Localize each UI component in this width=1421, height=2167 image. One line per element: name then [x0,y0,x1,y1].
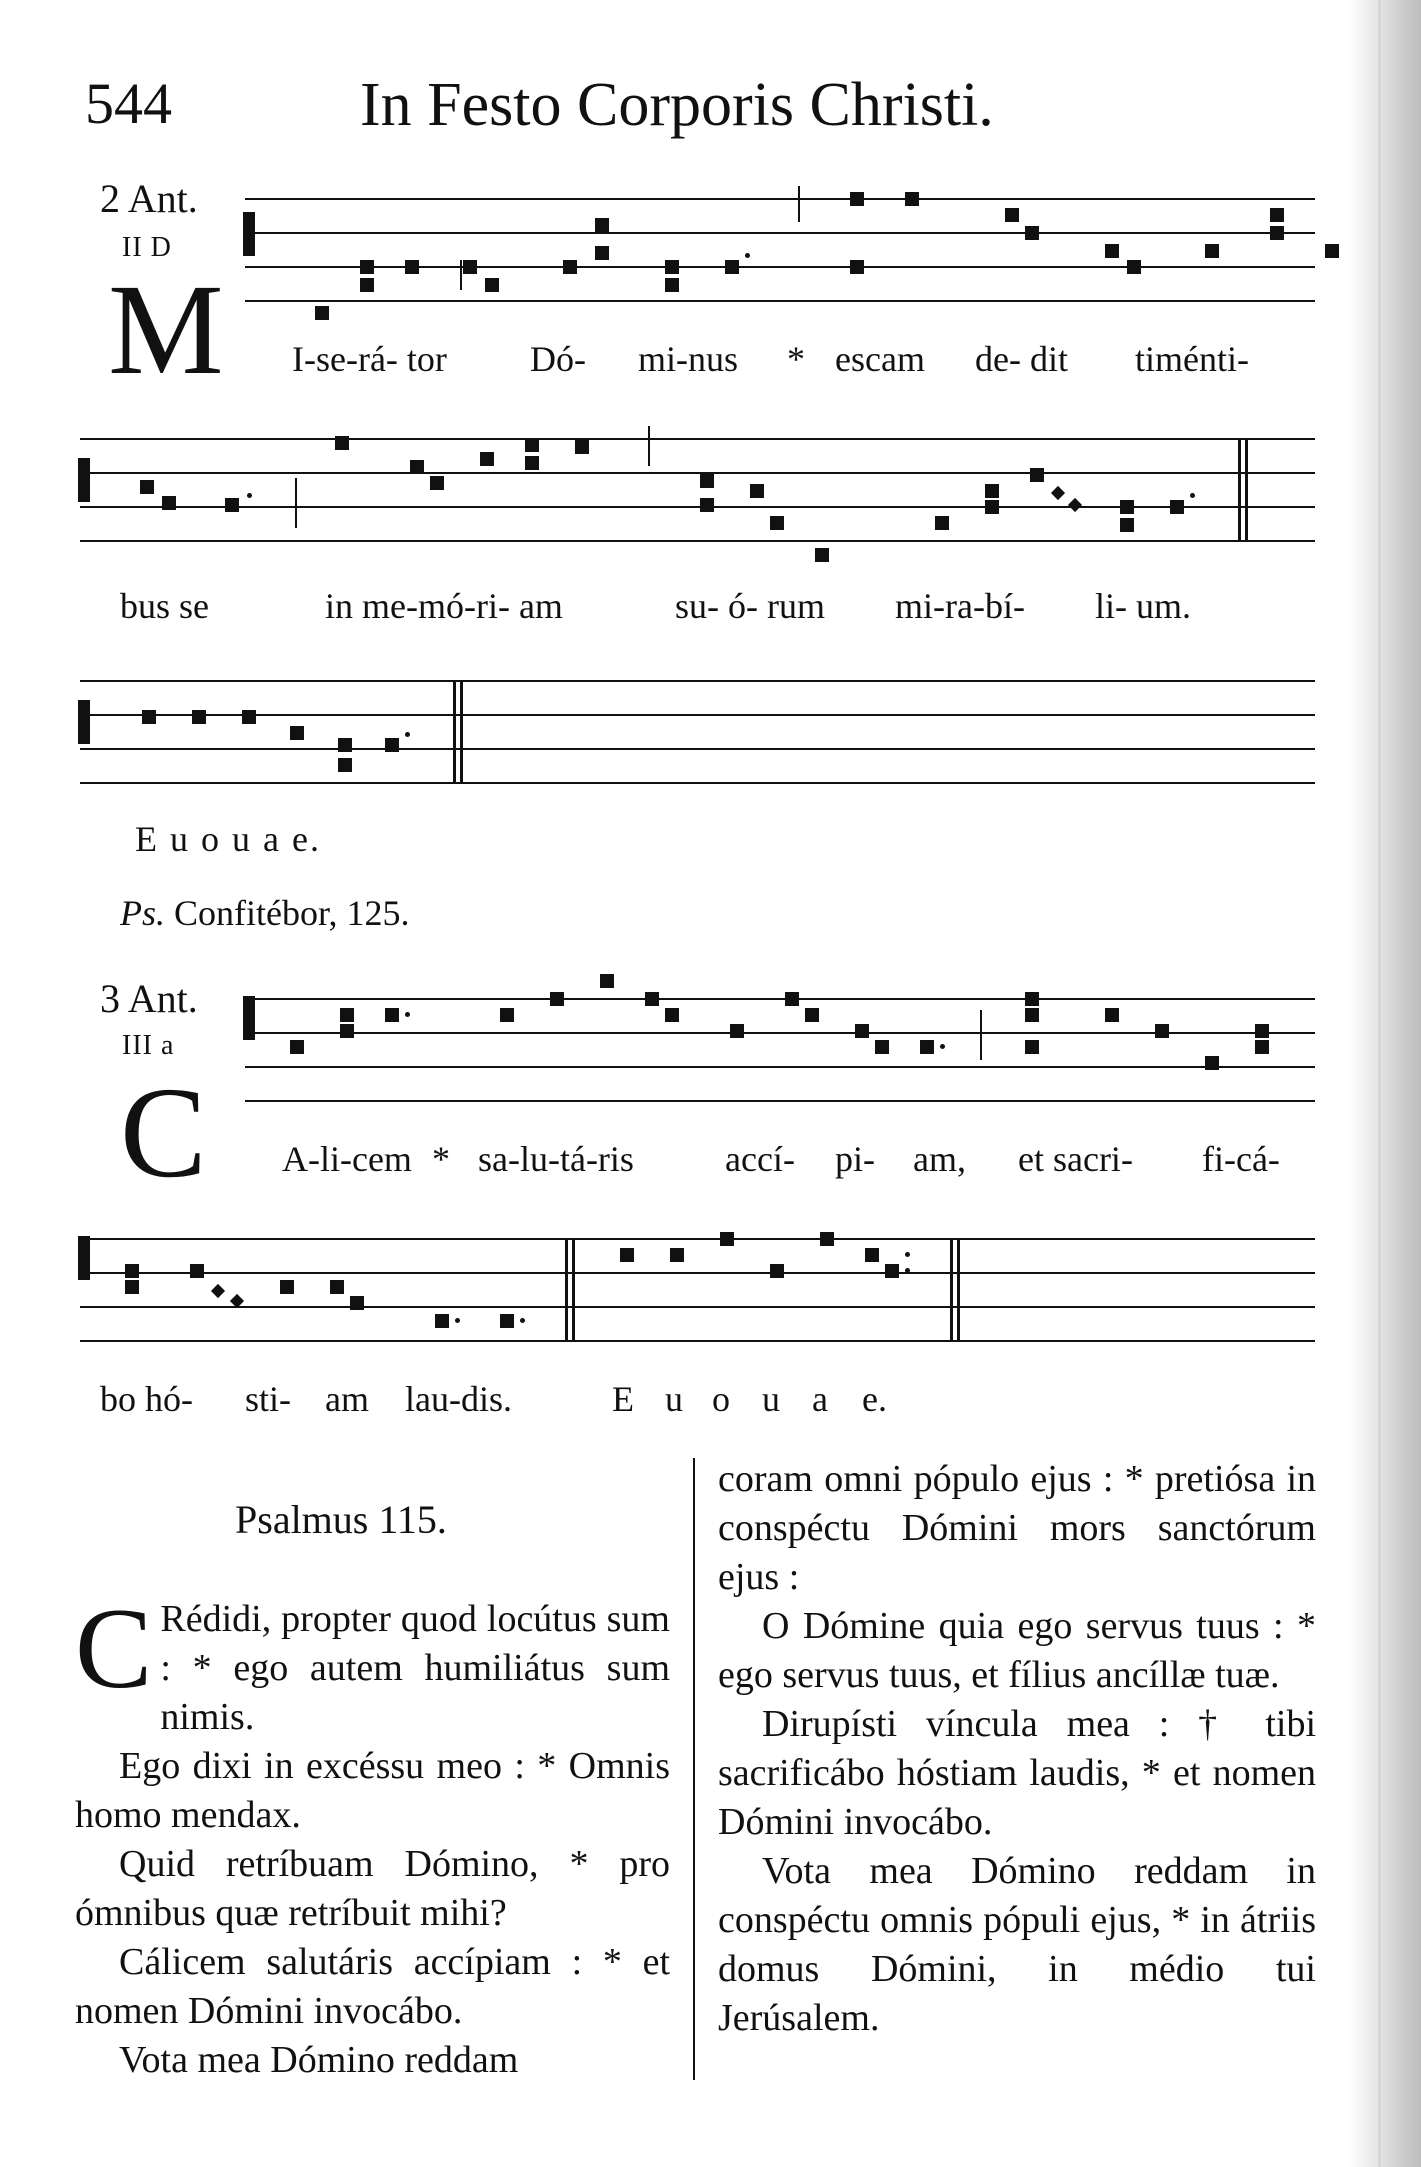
antiphon-2-staff-euouae [80,680,1315,800]
syllable: pi- [835,1139,875,1179]
page-edge-line [1378,0,1381,2167]
psalm-abbrev: Ps. [120,893,165,933]
syllable: sa-lu-tá-ris [478,1139,634,1179]
syllable: e. [862,1379,887,1419]
syllable: escam [835,339,925,379]
psalm-verse: Vota mea Dómino reddam in conspéctu omnis pópuli ejus, * in átriis domus Dómini, in médio tui Jerúsalem. [718,1850,1316,2039]
syllable: Dó- [530,339,586,379]
psalm-reference [120,892,410,934]
antiphon-2-label: 2 Ant. [100,176,198,221]
antiphon-2-staff-1 [245,198,1315,318]
clef-icon [78,700,90,744]
syllable: A-li-cem [282,1139,412,1179]
page-number: 544 [85,71,172,136]
antiphon-3-initial: C [120,1061,207,1205]
syllable: accí- [725,1139,795,1179]
page-header [85,70,1335,150]
syllable: bo hó- [100,1379,193,1419]
clef-icon [78,1236,90,1280]
syllable: de- dit [975,339,1068,379]
antiphon-2-initial: M [108,258,224,402]
syllable: u [665,1379,683,1419]
syllable: u [762,1379,780,1419]
running-title: In Festo Corporis Christi. [360,71,994,139]
syllable: in me-mó-ri- am [325,586,563,626]
antiphon-2-mode: II D [122,232,172,263]
syllable: * [432,1139,450,1179]
syllable: timénti- [1135,339,1249,379]
psalm-verse: Vota mea Dómino reddam [119,2039,519,2081]
syllable: a [812,1379,828,1419]
psalm-dropcap: C [75,1585,153,1713]
antiphon-2-euouae: E u o u a e. [135,819,321,859]
antiphon-3-staff-2 [80,1238,1315,1358]
syllable: * [787,339,805,379]
syllable: mi-nus [638,339,739,379]
syllable: bus se [120,586,209,626]
syllable: mi-ra-bí- [895,586,1025,626]
syllable: E [612,1379,634,1419]
psalm-title: Psalmus 115. [235,1497,447,1542]
psalm-verse: Ego dixi in excéssu meo : * Omnis homo mendax. [75,1745,670,1836]
syllable: lau-dis. [405,1379,512,1419]
clef-icon [78,458,90,502]
verse-text: Rédidi, propter quod locútus sum : * ego autem humiliátus sum nimis. [160,1598,670,1738]
syllable: o [712,1379,730,1419]
psalm-verse: coram omni pópulo ejus : * pretiósa in conspéctu Dómini mors sanctórum ejus : [718,1458,1316,1598]
syllable: fi-cá- [1202,1139,1280,1179]
psalm-left-column [75,1585,670,2085]
psalm-verse: Dirupísti víncula mea : † tibi sacrificábo hóstiam laudis, * et nomen Dómini invocábo. [718,1703,1316,1843]
page-edge-shadow [1349,0,1421,2167]
antiphon-3-staff-1 [245,998,1315,1118]
psalm-verse: Cálicem salutáris accípiam : * et nomen Dómini invocábo. [75,1941,670,2032]
syllable: am, [913,1139,966,1179]
psalm-verse: Quid retríbuam Dómino, * pro ómnibus quæ retríbuit mihi? [75,1843,670,1934]
psalm-verse [75,1585,670,1742]
psalm-incipit: Confitébor, 125. [165,893,410,933]
column-divider [693,1458,695,2080]
syllable: sti- [245,1379,292,1419]
syllable: li- um. [1095,586,1191,626]
clef-icon [243,996,255,1040]
psalm-verse: O Dómine quia ego servus tuus : * ego servus tuus, et fílius ancíllæ tuæ. [718,1605,1316,1696]
syllable: am [325,1379,369,1419]
syllable: et sacri- [1018,1139,1133,1179]
syllable: I-se-rá- tor [292,339,447,379]
clef-icon [243,212,255,256]
antiphon-2-staff-2 [80,438,1315,558]
antiphon-3-mode: III a [122,1030,175,1061]
psalm-right-column [718,1455,1316,2043]
antiphon-3-label: 3 Ant. [100,976,198,1021]
syllable: su- ó- rum [675,586,825,626]
